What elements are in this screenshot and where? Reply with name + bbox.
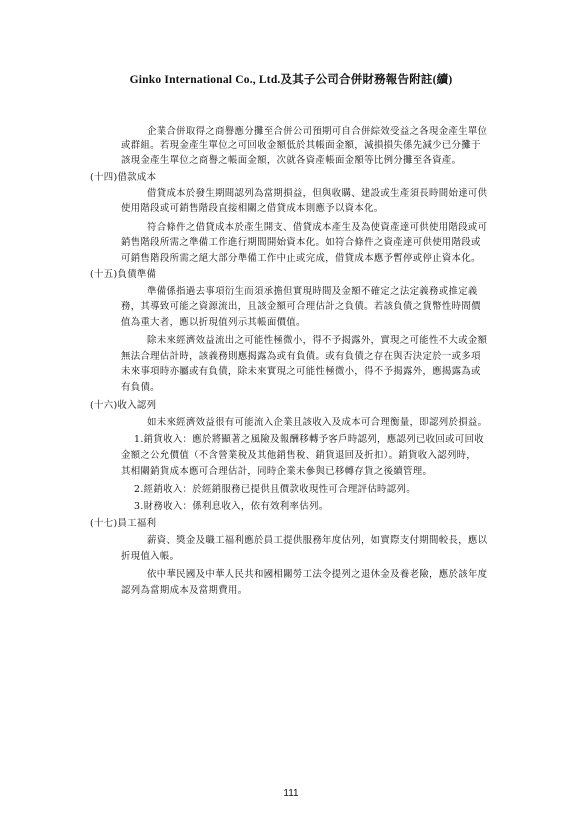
paragraph-line: 依中華民國及中華人民共和國相關勞工法令提列之退休金及養老險，應於該年度: [147, 569, 488, 580]
paragraph-line: 薪資、獎金及職工福利應於員工提供服務年度估列，如實際支付期間較長，應以: [147, 535, 488, 546]
paragraph-line: 除未來經濟效益流出之可能性極微小，得不予揭露外，實現之可能性不大或金額: [147, 335, 488, 346]
paragraph-line: 準備係指過去事項衍生而須承擔但實現時間及金額不確定之法定義務或推定義: [147, 286, 478, 297]
list-item: 3.財務收入：係利息收入，依有效利率估列。: [134, 501, 329, 512]
paragraph-line: 可銷售階段所需之絕大部分準備工作中止或完成，借貸成本應予暫停或停止資本化。: [121, 253, 481, 264]
paragraph-line: 借貸成本於發生期間認列為當期損益，但與收購、建設或生產須長時間始達可供: [147, 188, 488, 199]
intro-line: 該現金產生單位之商譽之帳面金額，次就各資產帳面金額等比例分攤至各資產。: [121, 155, 462, 166]
paragraph-line: 無法合理估計時，該義務則應揭露為或有負債。或有負債之存在與否決定於一或多項: [121, 351, 481, 362]
page-title: Ginko International Co., Ltd.及其子公司合併財務報告附註(續): [129, 74, 453, 86]
page-number: 111: [283, 788, 299, 799]
paragraph-line: 銷售階段所需之準備工作進行期間開始資本化。如符合條件之資產達可供使用階段或: [121, 237, 481, 248]
intro-line: 或群組。若現金產生單位之可回收金額低於其帳面金額，減損損失係先減少已分攤于: [121, 140, 481, 151]
paragraph-line: 值為重大者，應以折現值列示其帳面價值。: [121, 317, 306, 328]
paragraph-line: 務，其導致可能之資源流出，且該金額可合理估計之負債。若該負債之貨幣性時間價: [121, 301, 481, 312]
paragraph-line: 使用階段或可銷售階段直接相關之借貸成本則應予以資本化。: [121, 203, 384, 214]
section-heading-provisions: (十五)負債準備: [90, 269, 157, 280]
paragraph-line: 符合條件之借貸成本於產生開支、借貸成本產生及為使資產達可供使用階段或可: [147, 222, 488, 233]
paragraph-line: 有負債。: [121, 382, 160, 393]
intro-line: 企業合併取得之商譽應分攤至合併公司預期可自合併綜效受益之各現金產生單位: [147, 126, 488, 137]
section-heading-borrowing-costs: (十四)借款成本: [90, 172, 157, 183]
section-heading-revenue-recognition: (十六)收入認列: [90, 400, 157, 411]
paragraph-line: 折現值入帳。: [121, 551, 180, 562]
list-item-continuation: 其相關銷貨成本應可合理估計，同時企業未參與已移轉存貨之後續管理。: [121, 466, 433, 477]
list-item: 1.銷貨收入：應於將顯著之風險及報酬移轉予客戶時認列，應認列已收回或可回收: [134, 434, 485, 445]
list-item-continuation: 金額之公允價值（不含營業稅及其他銷售稅、銷貨退回及折扣）。銷貨收入認列時，: [121, 450, 477, 461]
list-item: 2.經銷收入：於經銷服務已提供且價款收現性可合理評估時認列。: [134, 484, 416, 495]
paragraph-line: 未來事項時亦屬或有負債，除未來實現之可能性極微小，得不予揭露外，應揭露為或: [121, 366, 481, 377]
section-heading-employee-benefits: (十七)員工福利: [90, 518, 157, 529]
paragraph-line: 如未來經濟效益很有可能流入企業且該收入及成本可合理衡量，即認列於損益。: [147, 417, 488, 428]
paragraph-line: 認列為當期成本及當期費用。: [121, 585, 248, 596]
